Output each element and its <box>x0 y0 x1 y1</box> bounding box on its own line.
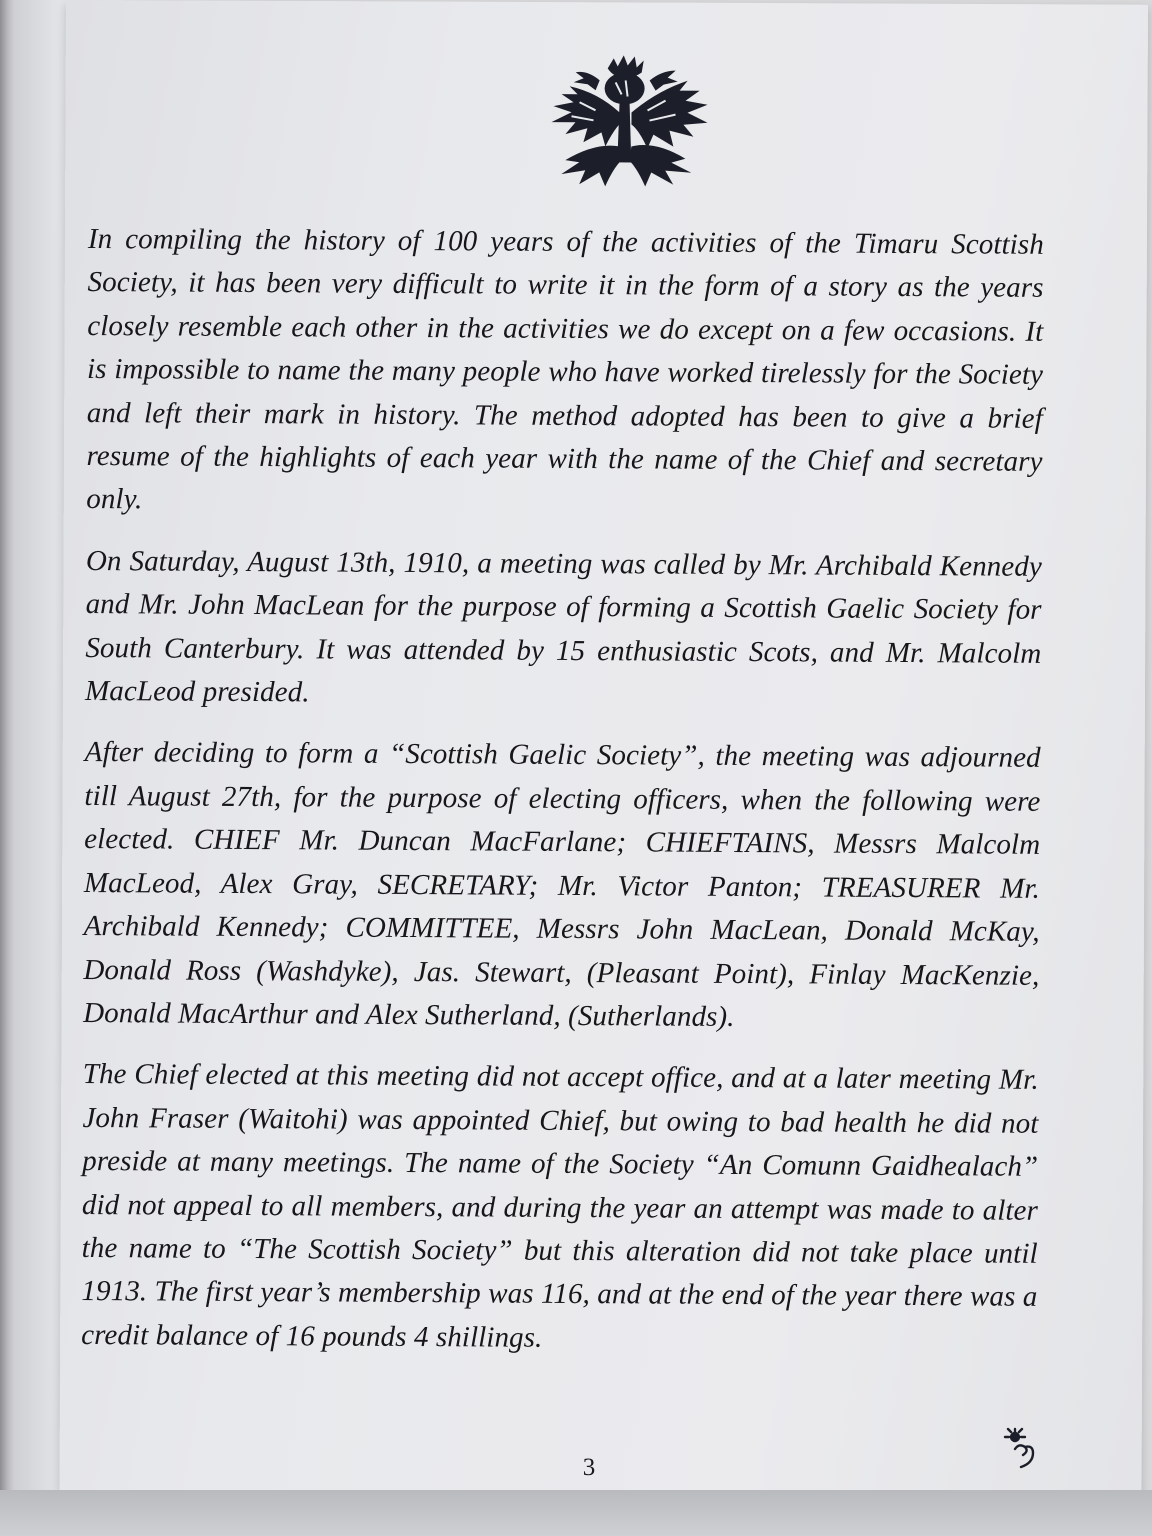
thistle-icon <box>535 50 716 191</box>
binding-shadow <box>0 0 14 1536</box>
page-number: 3 <box>582 1454 596 1481</box>
paragraph-intro: In compiling the history of 100 years of the activities of the Timaru Scottish Society, it has been very difficult to write it in the form of a story as the years closely resemble each other in the activities we do except on a few occasions. It is impossible to name the many people who have worked tirelessly for the Society and left their mark in history. The method adopted has been to give a brief resume of the highlights of each year with the name of the Chief and secretary only. <box>86 222 1044 516</box>
paragraph-officers: After deciding to form a “Scottish Gaelic Society”, the meeting was adjourned till August 27th, for the purpose of electing officers, when the following were elected. CHIEF Mr. Duncan MacFarlane; CHIEFTAINS, Messrs Malcolm MacLeod, Alex Gray, SECRETARY; Mr. Victor Panton; TREASURER Mr. Archibald Kennedy; COMMITTEE, Messrs John MacLean, Donald McKay, Donald Ross (Washdyke), Jas. Stewart, (Pleasant Point), Finlay MacKenzie, Donald MacArthur and Alex Sutherland, (Sutherlands). <box>83 736 1041 1033</box>
body-text <box>81 218 1044 1381</box>
paragraph-meeting: On Saturday, August 13th, 1910, a meeting was called by Mr. Archibald Kennedy and Mr. John MacLean for the purpose of forming a Scottish Gaelic Society for South Canterbury. It was attended by 15 enthusiastic Scots, and Mr. Malcolm MacLeod presided. <box>85 544 1042 709</box>
ornament-icon <box>1003 1425 1039 1471</box>
table-surface <box>0 1490 1152 1536</box>
paragraph-chief: The Chief elected at this meeting did not accept office, and at a later meeting Mr. John Fraser (Waitohi) was appointed Chief, but owing to bad health he did not preside at many meetings. The name of the Society “An Comunn Gaidhealach” did not appeal to all members, and during the year an attempt was made to alter the name to “The Scottish Society” but this alteration did not take place until 1913. The first year’s membership was 116, and at the end of the year there was a credit balance of 16 pounds 4 shillings. <box>81 1058 1039 1354</box>
